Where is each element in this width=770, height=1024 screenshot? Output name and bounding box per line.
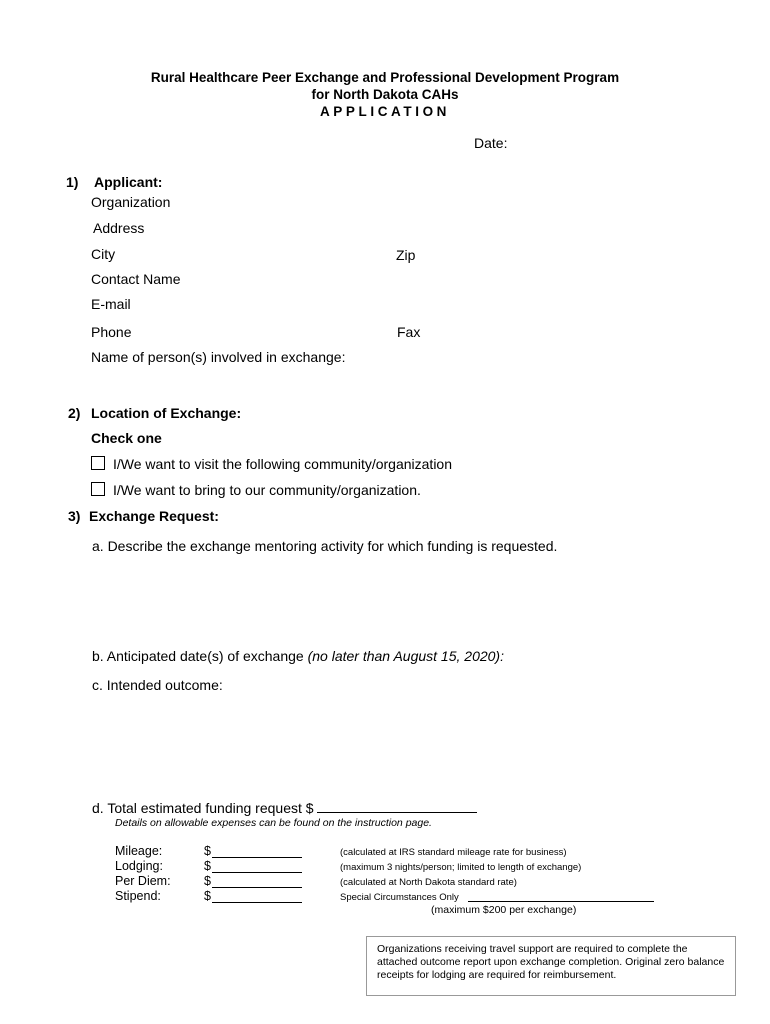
form-title-line1: Rural Healthcare Peer Exchange and Professional Development Program [150,70,620,85]
fax-label: Fax [397,324,421,340]
lodging-label: Lodging: [115,859,163,873]
stipend-label: Stipend: [115,889,161,903]
per-diem-currency: $ [204,874,211,888]
travel-support-notice-box [366,936,736,996]
per-diem-label: Per Diem: [115,874,171,888]
lodging-amount-blank[interactable] [212,860,302,873]
mileage-amount-blank[interactable] [212,845,302,858]
organization-label: Organization [91,194,171,210]
item-b-label: b. Anticipated date(s) of exchange [92,648,308,664]
stipend-note: Special Circumstances Only [340,892,459,903]
stipend-amount-blank[interactable] [212,890,302,903]
section3-number: 3) [68,508,81,524]
phone-label: Phone [91,324,132,340]
item-b-deadline: (no later than August 15, 2020): [307,648,504,664]
travel-support-notice-text: Organizations receiving travel support are required to complete the attached outcome report upon exchange completion. Original zero balance receipts for lodging are required for reimbursement. [377,943,725,981]
lodging-currency: $ [204,859,211,873]
date-label: Date: [474,135,508,151]
persons-involved-label: Name of person(s) involved in exchange: [91,349,346,365]
item-d-label: d. Total estimated funding request $ [92,800,314,816]
city-label: City [91,246,116,262]
per-diem-amount-blank[interactable] [212,875,302,888]
item-c-intended-outcome: c. Intended outcome: [92,677,223,693]
lodging-note: (maximum 3 nights/person; limited to length of exchange) [340,862,582,873]
section3-heading: Exchange Request: [89,508,219,524]
section1-heading: Applicant: [94,174,163,190]
funding-details-note: Details on allowable expenses can be found on the instruction page. [115,817,432,829]
section2-number: 2) [68,405,81,421]
item-a-describe-activity: a. Describe the exchange mentoring activity for which funding is requested. [92,538,558,554]
stipend-currency: $ [204,889,211,903]
mileage-currency: $ [204,844,211,858]
visit-community-option: I/We want to visit the following community/organization [113,456,453,472]
mileage-note: (calculated at IRS standard mileage rate for business) [340,847,567,858]
bring-to-community-option: I/We want to bring to our community/organization. [113,482,421,498]
bring-to-community-checkbox[interactable] [91,482,105,496]
contact-name-label: Contact Name [91,271,181,287]
per-diem-note: (calculated at North Dakota standard rate) [340,877,517,888]
visit-community-checkbox[interactable] [91,456,105,470]
zip-label: Zip [396,247,416,263]
address-label: Address [93,220,145,236]
section2-heading: Location of Exchange: [91,405,242,421]
total-funding-blank[interactable] [317,800,477,813]
item-d-total-funding [92,800,477,816]
mileage-label: Mileage: [115,844,163,858]
section1-number: 1) [66,174,79,190]
email-label: E-mail [91,296,131,312]
special-circumstances-blank[interactable] [468,889,654,902]
form-title-application: APPLICATION [319,104,451,119]
stipend-maximum-note: (maximum $200 per exchange) [431,904,577,916]
item-b-anticipated-dates [92,648,504,664]
check-one-label: Check one [91,430,162,446]
form-title-line2: for North Dakota CAHs [311,87,459,102]
